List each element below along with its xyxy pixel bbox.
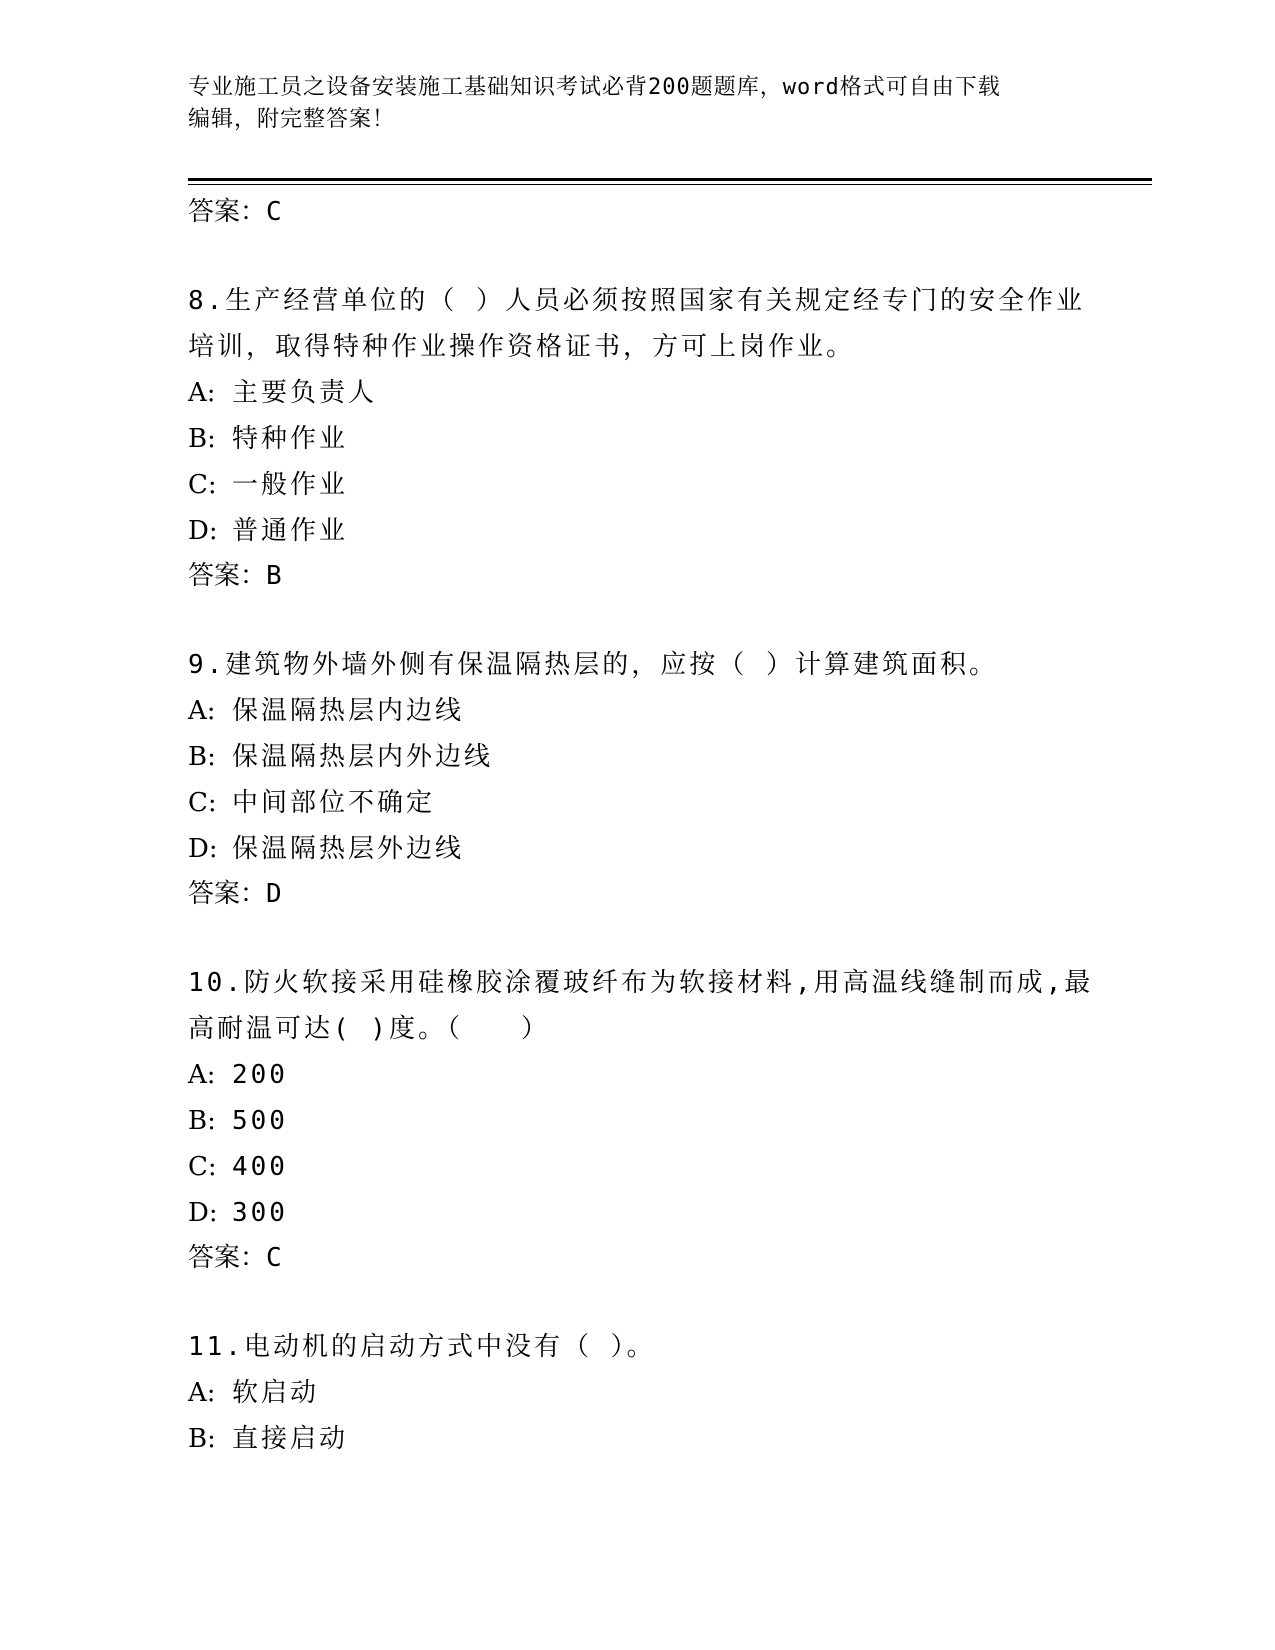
- option-key: C:: [188, 1152, 217, 1182]
- option-key: B:: [188, 1106, 216, 1136]
- option-b: [188, 734, 1118, 780]
- answer-line: 答案：B: [188, 561, 282, 591]
- question-stem-line: 高耐温可达( )度。（ ）: [188, 1014, 550, 1044]
- option-key: A:: [188, 696, 216, 726]
- option-a: [188, 370, 1118, 416]
- option-text: 主要负责人: [232, 378, 378, 408]
- option-key: B:: [188, 742, 216, 772]
- answer-line: 答案：C: [188, 197, 282, 227]
- option-a: [188, 1370, 1118, 1416]
- header-line-1: 专业施工员之设备安装施工基础知识考试必背200题题库，word格式可自由下载: [188, 75, 1001, 100]
- document-header: [188, 72, 1088, 136]
- option-key: C:: [188, 788, 217, 818]
- option-d: [188, 1190, 1118, 1236]
- option-b: [188, 1416, 1118, 1462]
- option-c: [188, 1144, 1118, 1190]
- option-text: 软启动: [232, 1378, 320, 1408]
- option-text: 400: [232, 1152, 288, 1182]
- question-11: [188, 1324, 1118, 1462]
- option-text: 中间部位不确定: [232, 788, 436, 818]
- question-stem: [188, 278, 1118, 370]
- option-text: 300: [232, 1198, 288, 1228]
- option-key: B:: [188, 1424, 216, 1454]
- option-c: [188, 462, 1118, 508]
- option-d: [188, 508, 1118, 554]
- question-stem: [188, 642, 1118, 688]
- option-a: [188, 1052, 1118, 1098]
- option-text: 一般作业: [232, 470, 349, 500]
- option-text: 保温隔热层内外边线: [232, 742, 494, 772]
- option-text: 特种作业: [232, 424, 349, 454]
- option-key: D:: [188, 516, 218, 546]
- question-stem-line: 10.防火软接采用硅橡胶涂覆玻纤布为软接材料,用高温线缝制而成,最: [188, 968, 1094, 998]
- option-text: 500: [232, 1106, 288, 1136]
- document-content: [188, 190, 1118, 1462]
- option-text: 200: [232, 1060, 288, 1090]
- answer-line: 答案：C: [188, 1243, 282, 1273]
- question-stem-line: 8.生产经营单位的（ ）人员必须按照国家有关规定经专门的安全作业: [188, 286, 1085, 316]
- option-key: A:: [188, 1060, 216, 1090]
- header-rule-thin: [188, 184, 1152, 185]
- question-9: [188, 642, 1118, 916]
- question-stem: [188, 1324, 1118, 1370]
- option-text: 保温隔热层内边线: [232, 696, 465, 726]
- option-a: [188, 688, 1118, 734]
- option-b: [188, 416, 1118, 462]
- option-key: C:: [188, 470, 217, 500]
- option-text: 直接启动: [232, 1424, 349, 1454]
- option-text: 保温隔热层外边线: [232, 834, 465, 864]
- option-d: [188, 826, 1118, 872]
- question-10: [188, 960, 1118, 1280]
- option-c: [188, 780, 1118, 826]
- option-text: 普通作业: [232, 516, 349, 546]
- question-stem-line: 11.电动机的启动方式中没有（ ）。: [188, 1332, 656, 1362]
- option-key: D:: [188, 1198, 218, 1228]
- option-key: D:: [188, 834, 218, 864]
- header-line-2: 编辑，附完整答案！: [188, 107, 396, 132]
- option-key: B:: [188, 424, 216, 454]
- question-stem-line: 培训，取得特种作业操作资格证书，方可上岗作业。: [188, 332, 856, 362]
- header-rule-thick: [188, 178, 1152, 181]
- question-8: [188, 278, 1118, 598]
- question-stem: [188, 960, 1118, 1052]
- option-b: [188, 1098, 1118, 1144]
- answer-line: 答案：D: [188, 879, 282, 909]
- question-stem-line: 9.建筑物外墙外侧有保温隔热层的，应按（ ）计算建筑面积。: [188, 650, 998, 680]
- option-key: A:: [188, 378, 216, 408]
- option-key: A:: [188, 1378, 216, 1408]
